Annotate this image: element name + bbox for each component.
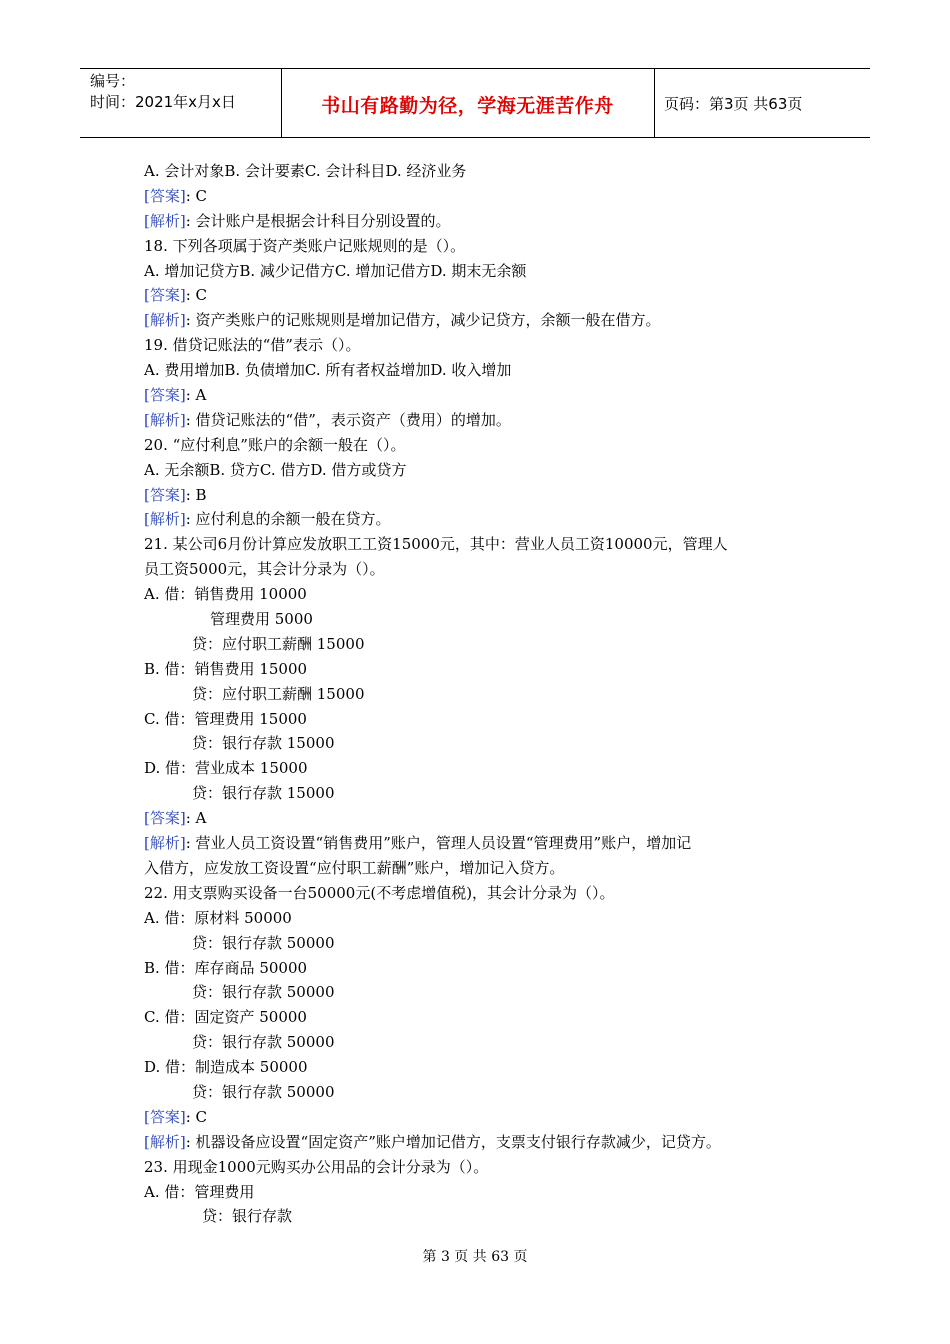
- answer-tag: [答案]: [144, 485, 186, 504]
- line-text: : 应付利息的余额一般在贷方。: [185, 510, 391, 529]
- line-text: C. 借：固定资产 50000: [144, 1008, 307, 1027]
- text-line: [144, 632, 814, 657]
- text-line: [144, 1180, 814, 1205]
- analysis-tag: [解析]: [144, 211, 186, 230]
- text-line: [144, 906, 814, 931]
- text-line: [144, 408, 814, 433]
- text-line: [144, 856, 814, 881]
- text-line: [144, 557, 814, 582]
- header-divider: [654, 69, 655, 137]
- line-text: 贷：应付职工薪酬 15000: [192, 684, 365, 703]
- line-text: A. 借：销售费用 10000: [144, 585, 307, 604]
- line-text: : C: [185, 186, 208, 205]
- line-text: : 会计账户是根据会计科目分别设置的。: [185, 211, 451, 230]
- line-text: 入借方，应发放工资设置“应付职工薪酬”账户，增加记入贷方。: [144, 858, 565, 877]
- text-line: [144, 308, 814, 333]
- text-line: [144, 209, 814, 234]
- line-text: : 借贷记账法的“借”，表示资产（费用）的增加。: [185, 410, 511, 429]
- text-line: [144, 433, 814, 458]
- line-text: 贷：银行存款 50000: [192, 933, 335, 952]
- document-body: [144, 159, 814, 1229]
- line-text: : A: [185, 386, 207, 405]
- text-line: [144, 1030, 814, 1055]
- line-text: D. 借：制造成本 50000: [144, 1058, 308, 1077]
- text-line: [144, 881, 814, 906]
- text-line: [144, 657, 814, 682]
- analysis-tag: [解析]: [144, 510, 186, 529]
- text-line: [144, 607, 814, 632]
- line-text: : A: [185, 809, 207, 828]
- line-text: 贷：应付职工薪酬 15000: [192, 634, 365, 653]
- header-meta: [90, 71, 236, 113]
- line-text: 管理费用 5000: [210, 610, 313, 629]
- text-line: [144, 283, 814, 308]
- line-text: A. 会计对象B. 会计要素C. 会计科目D. 经济业务: [144, 162, 467, 180]
- text-line: [144, 756, 814, 781]
- text-line: [144, 1080, 814, 1105]
- line-text: : 营业人员工资设置“销售费用”账户，管理人员设置“管理费用”账户，增加记: [185, 834, 692, 853]
- text-line: [144, 1130, 814, 1155]
- line-text: 18. 下列各项属于资产类账户记账规则的是（）。: [144, 236, 466, 255]
- line-text: 贷：银行存款 15000: [192, 784, 335, 803]
- line-text: 19. 借贷记账法的“借”表示（）。: [144, 336, 361, 355]
- line-text: 员工资5000元，其会计分录为（）。: [144, 560, 385, 579]
- text-line: [144, 507, 814, 532]
- text-line: [144, 159, 814, 184]
- text-line: [144, 682, 814, 707]
- text-line: [144, 333, 814, 358]
- line-text: 23. 用现金1000元购买办公用品的会计分录为（）。: [144, 1157, 489, 1176]
- text-line: [144, 1155, 814, 1180]
- line-text: A. 无余额B. 贷方C. 借方D. 借方或贷方: [144, 460, 407, 479]
- text-line: [144, 184, 814, 209]
- line-text: B. 借：销售费用 15000: [144, 659, 308, 678]
- text-line: [144, 383, 814, 408]
- line-text: D. 借：营业成本 15000: [144, 759, 308, 778]
- line-text: A. 借：管理费用: [144, 1182, 255, 1201]
- line-text: : C: [185, 286, 208, 305]
- number-label: 编号：: [90, 72, 136, 90]
- line-text: C. 借：管理费用 15000: [144, 709, 307, 728]
- answer-tag: [答案]: [144, 186, 186, 205]
- text-line: [144, 458, 814, 483]
- text-line: [144, 781, 814, 806]
- text-line: [144, 532, 814, 557]
- analysis-tag: [解析]: [144, 834, 186, 853]
- answer-tag: [答案]: [144, 286, 186, 305]
- text-line: [144, 234, 814, 259]
- text-line: [144, 259, 814, 284]
- text-line: [144, 358, 814, 383]
- text-line: [144, 956, 814, 981]
- line-text: A. 增加记贷方B. 减少记借方C. 增加记借方D. 期末无余额: [144, 261, 527, 280]
- line-text: 20. “应付利息”账户的余额一般在（）。: [144, 435, 406, 454]
- text-line: [144, 707, 814, 732]
- text-line: [144, 831, 814, 856]
- answer-tag: [答案]: [144, 386, 186, 405]
- line-text: A. 借：原材料 50000: [144, 908, 292, 927]
- page-header: [80, 68, 870, 138]
- line-text: 21. 某公司6月份计算应发放职工工资15000元，其中：营业人员工资10000元，管理人: [144, 535, 728, 554]
- text-line: [144, 806, 814, 831]
- answer-tag: [答案]: [144, 809, 186, 828]
- text-line: [144, 980, 814, 1005]
- line-text: A. 费用增加B. 负债增加C. 所有者权益增加D. 收入增加: [144, 361, 512, 380]
- header-motto: 书山有路勤为径，学海无涯苦作舟: [321, 95, 614, 117]
- text-line: [144, 1005, 814, 1030]
- line-text: B. 借：库存商品 50000: [144, 958, 308, 977]
- line-text: : C: [185, 1107, 208, 1126]
- line-text: : 机器设备应设置“固定资产”账户增加记借方，支票支付银行存款减少，记贷方。: [185, 1132, 721, 1151]
- analysis-tag: [解析]: [144, 311, 186, 330]
- line-text: : 资产类账户的记账规则是增加记借方，减少记贷方，余额一般在借方。: [185, 311, 661, 330]
- analysis-tag: [解析]: [144, 410, 186, 429]
- line-text: 贷：银行存款: [202, 1207, 293, 1226]
- text-line: [144, 1055, 814, 1080]
- text-line: [144, 931, 814, 956]
- analysis-tag: [解析]: [144, 1132, 186, 1151]
- text-line: [144, 582, 814, 607]
- line-text: 贷：银行存款 50000: [192, 1082, 335, 1101]
- line-text: 贷：银行存款 50000: [192, 983, 335, 1002]
- header-page-info: 页码：第3页 共63页: [664, 95, 803, 113]
- text-line: [144, 483, 814, 508]
- text-line: [144, 1105, 814, 1130]
- answer-tag: [答案]: [144, 1107, 186, 1126]
- page-footer: 第 3 页 共 63 页: [422, 1249, 528, 1265]
- line-text: 贷：银行存款 15000: [192, 734, 335, 753]
- text-line: [144, 731, 814, 756]
- line-text: 贷：银行存款 50000: [192, 1033, 335, 1052]
- line-text: 22. 用支票购买设备一台50000元(不考虑增值税)，其会计分录为（）。: [144, 883, 615, 902]
- line-text: : B: [185, 485, 207, 504]
- date-label: 时间：2021年x月x日: [90, 93, 236, 111]
- text-line: [144, 1204, 814, 1229]
